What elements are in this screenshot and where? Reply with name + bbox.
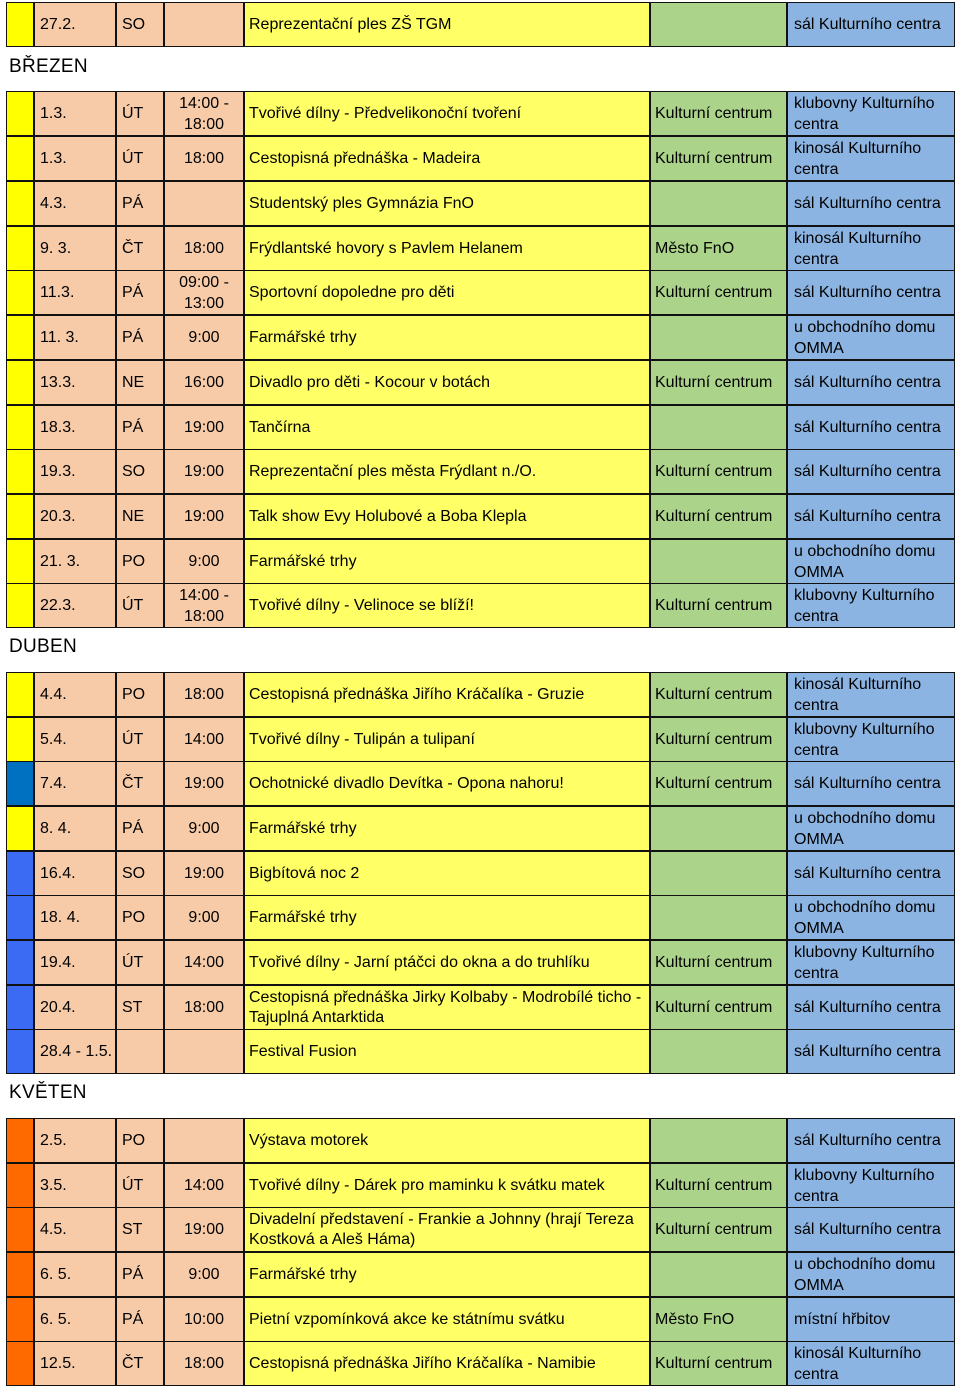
event-organizer [650,895,787,940]
category-marker [6,1207,34,1252]
event-date: 16.4. [34,851,116,896]
event-date: 9. 3. [34,226,116,271]
category-marker [6,136,34,181]
event-place: klubovny Kulturního centra [787,717,955,762]
event-place: klubovny Kulturního centra [787,1163,955,1208]
event-time: 9:00 [164,806,244,851]
event-date: 13.3. [34,360,116,405]
event-row [0,895,960,940]
event-organizer: Kulturní centrum [650,91,787,136]
event-date: 18.3. [34,405,116,450]
event-place: sál Kulturního centra [787,851,955,896]
event-time: 18:00 [164,226,244,271]
event-organizer: Kulturní centrum [650,1207,787,1252]
event-day: PÁ [116,806,164,851]
event-name: Výstava motorek [244,1118,650,1163]
event-place: sál Kulturního centra [787,270,955,315]
event-date: 1.3. [34,136,116,181]
category-marker [6,761,34,806]
event-date: 21. 3. [34,539,116,584]
event-date: 11.3. [34,270,116,315]
event-date: 4.4. [34,672,116,717]
event-date: 19.4. [34,940,116,985]
event-place: sál Kulturního centra [787,1029,955,1074]
event-date: 6. 5. [34,1252,116,1297]
event-place: sál Kulturního centra [787,761,955,806]
event-date: 12.5. [34,1341,116,1386]
event-place: sál Kulturního centra [787,181,955,226]
event-time [164,1118,244,1163]
event-day: PO [116,895,164,940]
event-row [0,1207,960,1252]
event-row [0,1029,960,1074]
event-row [0,226,960,271]
event-row [0,1118,960,1163]
event-place: klubovny Kulturního centra [787,91,955,136]
event-day: ÚT [116,136,164,181]
event-organizer [650,1118,787,1163]
event-organizer: Kulturní centrum [650,360,787,405]
event-day: PÁ [116,315,164,360]
event-name: Studentský ples Gymnázia FnO [244,181,650,226]
event-time: 9:00 [164,539,244,584]
event-row [0,136,960,181]
event-row [0,405,960,450]
event-organizer: Kulturní centrum [650,985,787,1030]
event-date: 20.4. [34,985,116,1030]
event-organizer [650,2,787,47]
event-day: PÁ [116,1297,164,1342]
event-organizer [650,806,787,851]
category-marker [6,985,34,1030]
event-name: Divadelní představení - Frankie a Johnny (hrají Tereza Kostková a Aleš Háma) [244,1207,650,1252]
event-name: Cestopisná přednáška - Madeira [244,136,650,181]
event-name: Cestopisná přednáška Jiřího Kráčalíka - Namibie [244,1341,650,1386]
category-marker [6,851,34,896]
category-marker [6,1118,34,1163]
event-time: 18:00 [164,136,244,181]
event-day: ÚT [116,940,164,985]
event-time: 19:00 [164,1207,244,1252]
event-time [164,1029,244,1074]
event-name: Reprezentační ples ZŠ TGM [244,2,650,47]
event-name: Farmářské trhy [244,315,650,360]
event-date: 1.3. [34,91,116,136]
event-name: Sportovní dopoledne pro děti [244,270,650,315]
event-row [0,91,960,136]
event-name: Reprezentační ples města Frýdlant n./O. [244,449,650,494]
event-row [0,851,960,896]
event-name: Frýdlantské hovory s Pavlem Helanem [244,226,650,271]
event-time: 14:00 - 18:00 [164,583,244,628]
event-name: Cestopisná přednáška Jirky Kolbaby - Modrobílé ticho - Tajuplná Antarktida [244,985,650,1030]
event-place: sál Kulturního centra [787,985,955,1030]
event-name: Ochotnické divadlo Devítka - Opona nahoru! [244,761,650,806]
category-marker [6,1163,34,1208]
month-heading: BŘEZEN [9,56,88,77]
event-day: ČT [116,1341,164,1386]
event-place: sál Kulturního centra [787,494,955,539]
event-row [0,494,960,539]
event-name: Talk show Evy Holubové a Boba Klepla [244,494,650,539]
event-day: PÁ [116,270,164,315]
event-place: kinosál Kulturního centra [787,672,955,717]
event-time: 18:00 [164,672,244,717]
event-name: Pietní vzpomínková akce ke státnímu svátku [244,1297,650,1342]
event-date: 7.4. [34,761,116,806]
event-organizer [650,1252,787,1297]
event-place: kinosál Kulturního centra [787,1341,955,1386]
category-marker [6,717,34,762]
event-row [0,940,960,985]
event-name: Tančírna [244,405,650,450]
event-date: 2.5. [34,1118,116,1163]
event-name: Divadlo pro děti - Kocour v botách [244,360,650,405]
category-marker [6,270,34,315]
event-row [0,717,960,762]
event-day: SO [116,449,164,494]
event-organizer [650,315,787,360]
event-day: SO [116,2,164,47]
event-name: Tvořivé dílny - Velinoce se blíží! [244,583,650,628]
event-time: 19:00 [164,449,244,494]
event-place: kinosál Kulturního centra [787,136,955,181]
event-row [0,360,960,405]
category-marker [6,226,34,271]
event-place: klubovny Kulturního centra [787,583,955,628]
category-marker [6,449,34,494]
event-day [116,1029,164,1074]
event-time: 19:00 [164,405,244,450]
event-day: NE [116,494,164,539]
event-time [164,181,244,226]
event-name: Bigbítová noc 2 [244,851,650,896]
event-name: Farmářské trhy [244,806,650,851]
event-time: 14:00 [164,1163,244,1208]
event-row [0,672,960,717]
event-day: PÁ [116,1252,164,1297]
event-day: SO [116,851,164,896]
event-place: místní hřbitov [787,1297,955,1342]
event-organizer: Kulturní centrum [650,136,787,181]
event-place: kinosál Kulturního centra [787,226,955,271]
category-marker [6,494,34,539]
event-place: sál Kulturního centra [787,405,955,450]
event-organizer: Kulturní centrum [650,672,787,717]
event-name: Tvořivé dílny - Tulipán a tulipaní [244,717,650,762]
event-time: 9:00 [164,1252,244,1297]
event-date: 19.3. [34,449,116,494]
event-organizer [650,181,787,226]
event-day: ST [116,985,164,1030]
category-marker [6,895,34,940]
event-date: 28.4 - 1.5. [34,1029,116,1074]
event-place: u obchodního domu OMMA [787,1252,955,1297]
category-marker [6,1297,34,1342]
event-time: 14:00 [164,717,244,762]
event-organizer: Kulturní centrum [650,1163,787,1208]
event-place: u obchodního domu OMMA [787,315,955,360]
event-organizer: Město FnO [650,226,787,271]
event-name: Cestopisná přednáška Jiřího Kráčalíka - Gruzie [244,672,650,717]
event-place: sál Kulturního centra [787,360,955,405]
event-day: NE [116,360,164,405]
event-organizer: Město FnO [650,1297,787,1342]
event-date: 20.3. [34,494,116,539]
event-date: 4.5. [34,1207,116,1252]
category-marker [6,1029,34,1074]
event-place: sál Kulturního centra [787,1207,955,1252]
event-organizer: Kulturní centrum [650,717,787,762]
event-day: ÚT [116,91,164,136]
event-name: Tvořivé dílny - Předvelikonoční tvoření [244,91,650,136]
month-heading: DUBEN [9,636,78,657]
event-row [0,1163,960,1208]
event-row [0,806,960,851]
category-marker [6,672,34,717]
event-row [0,449,960,494]
event-place: sál Kulturního centra [787,1118,955,1163]
event-time: 18:00 [164,1341,244,1386]
category-marker [6,360,34,405]
event-time: 19:00 [164,494,244,539]
event-time: 19:00 [164,851,244,896]
event-place: u obchodního domu OMMA [787,806,955,851]
event-place: sál Kulturního centra [787,449,955,494]
event-day: ČT [116,761,164,806]
event-time: 18:00 [164,985,244,1030]
event-time: 10:00 [164,1297,244,1342]
event-name: Tvořivé dílny - Dárek pro maminku k svátku matek [244,1163,650,1208]
event-organizer: Kulturní centrum [650,583,787,628]
event-organizer: Kulturní centrum [650,940,787,985]
event-name: Festival Fusion [244,1029,650,1074]
category-marker [6,405,34,450]
event-time: 16:00 [164,360,244,405]
event-name: Farmářské trhy [244,895,650,940]
event-row [0,761,960,806]
event-date: 4.3. [34,181,116,226]
event-time: 09:00 - 13:00 [164,270,244,315]
event-day: ÚT [116,1163,164,1208]
event-row [0,539,960,584]
event-day: PO [116,539,164,584]
event-row [0,270,960,315]
event-date: 27.2. [34,2,116,47]
event-date: 22.3. [34,583,116,628]
event-time [164,2,244,47]
event-organizer [650,405,787,450]
event-day: ÚT [116,717,164,762]
category-marker [6,940,34,985]
event-place: u obchodního domu OMMA [787,539,955,584]
category-marker [6,91,34,136]
event-row [0,1297,960,1342]
event-row [0,583,960,628]
event-date: 8. 4. [34,806,116,851]
event-row [0,2,960,47]
category-marker [6,583,34,628]
event-organizer [650,851,787,896]
event-name: Tvořivé dílny - Jarní ptáčci do okna a do truhlíku [244,940,650,985]
event-time: 9:00 [164,315,244,360]
category-marker [6,2,34,47]
event-date: 18. 4. [34,895,116,940]
event-day: ÚT [116,583,164,628]
event-day: PO [116,672,164,717]
event-row [0,1252,960,1297]
event-organizer: Kulturní centrum [650,270,787,315]
event-organizer: Kulturní centrum [650,1341,787,1386]
event-organizer: Kulturní centrum [650,494,787,539]
category-marker [6,1341,34,1386]
event-day: PÁ [116,405,164,450]
event-time: 14:00 - 18:00 [164,91,244,136]
event-organizer: Kulturní centrum [650,449,787,494]
month-heading: KVĚTEN [9,1082,87,1103]
event-date: 6. 5. [34,1297,116,1342]
event-row [0,181,960,226]
event-date: 5.4. [34,717,116,762]
category-marker [6,181,34,226]
event-date: 11. 3. [34,315,116,360]
event-organizer [650,539,787,584]
category-marker [6,806,34,851]
event-day: PO [116,1118,164,1163]
event-day: ST [116,1207,164,1252]
event-date: 3.5. [34,1163,116,1208]
category-marker [6,315,34,360]
event-organizer: Kulturní centrum [650,761,787,806]
event-name: Farmářské trhy [244,539,650,584]
event-organizer [650,1029,787,1074]
event-place: klubovny Kulturního centra [787,940,955,985]
category-marker [6,1252,34,1297]
event-time: 19:00 [164,761,244,806]
event-day: ČT [116,226,164,271]
event-place: sál Kulturního centra [787,2,955,47]
event-time: 14:00 [164,940,244,985]
category-marker [6,539,34,584]
event-name: Farmářské trhy [244,1252,650,1297]
event-row [0,1341,960,1386]
event-row [0,315,960,360]
event-row [0,985,960,1030]
event-place: u obchodního domu OMMA [787,895,955,940]
event-day: PÁ [116,181,164,226]
event-time: 9:00 [164,895,244,940]
